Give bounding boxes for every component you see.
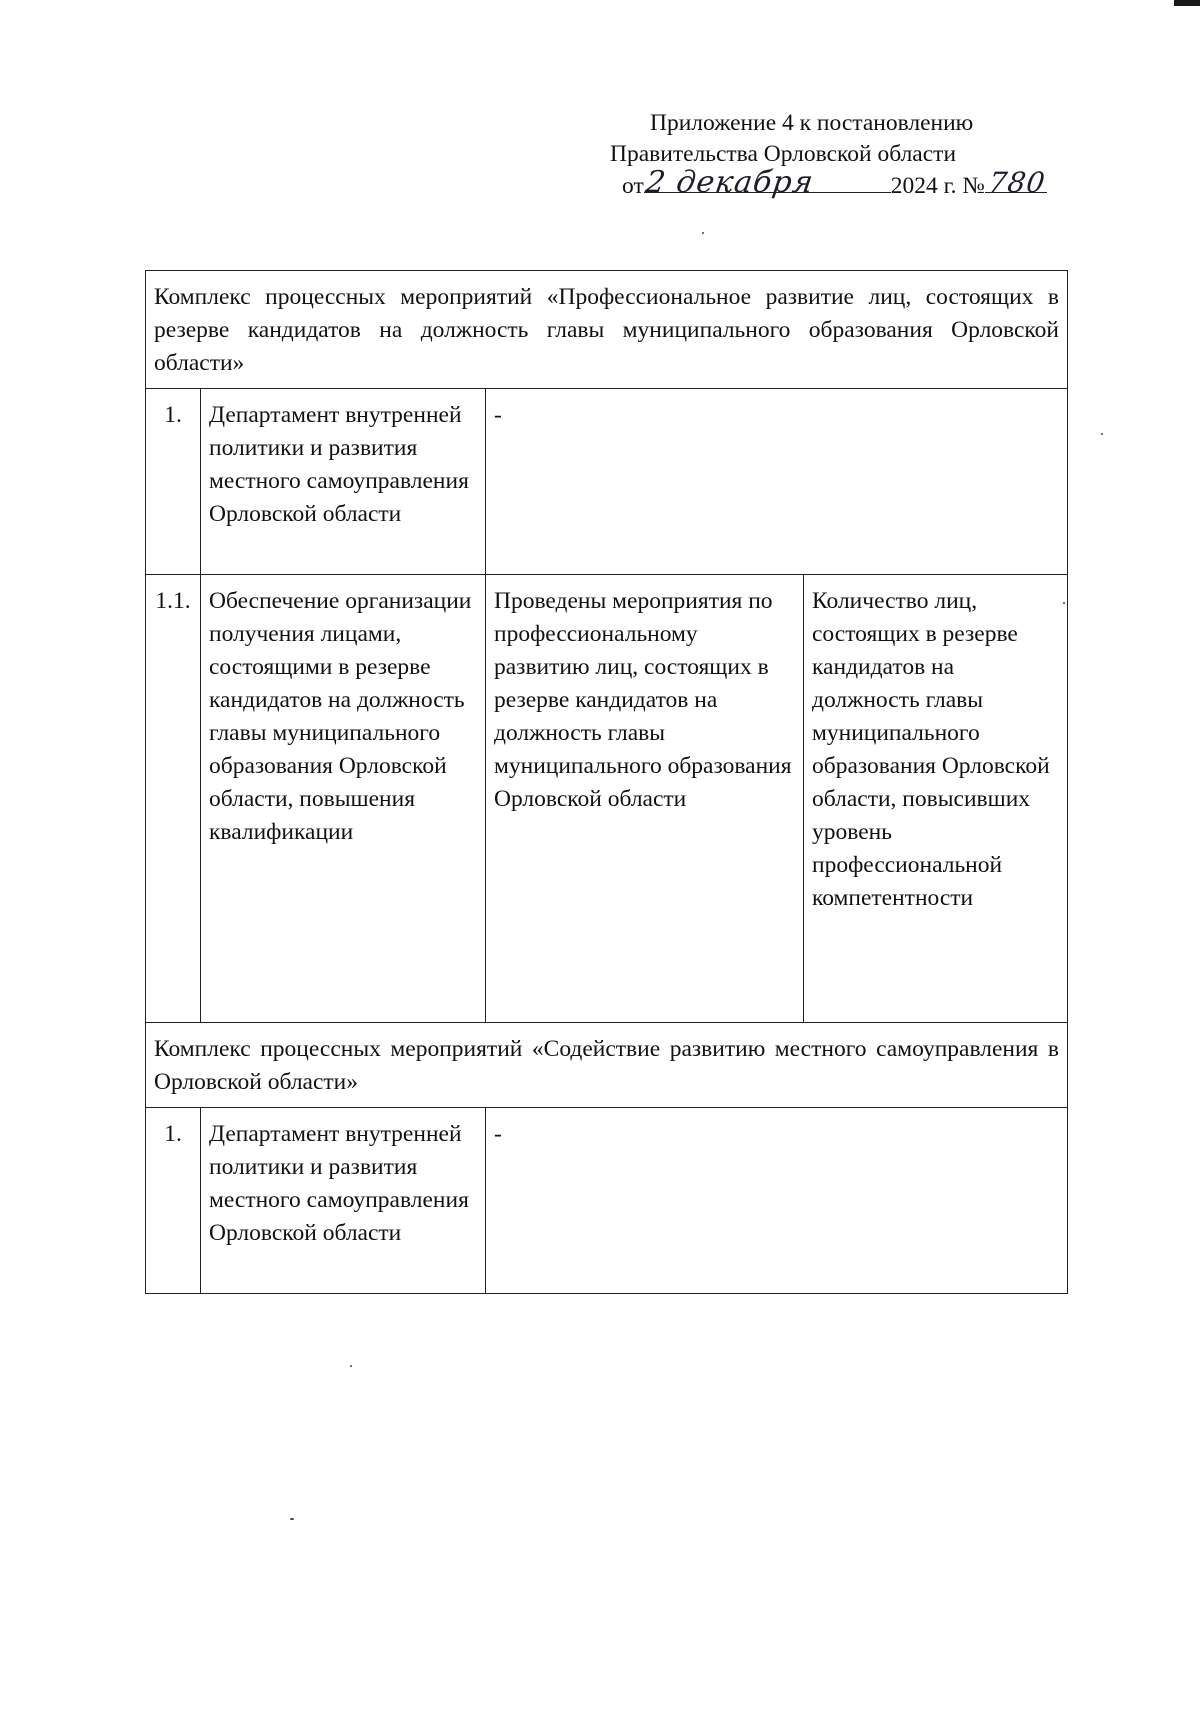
number-blank (985, 166, 1048, 199)
task-cell: Обеспечение организации получения лицами, состоящими в резерве кандидатов на должность главы муниципального образования Орловской области, повышения квалификации (201, 575, 486, 1023)
empty-value-cell: - (486, 389, 1068, 575)
year-label: 2024 г. № (890, 173, 985, 199)
section-header-row (146, 1023, 1068, 1108)
measures-table (145, 270, 1068, 1294)
appendix-title: Приложение 4 к постановлению (650, 110, 974, 136)
row-number: 1.1. (146, 575, 201, 1023)
scan-speck (702, 232, 704, 234)
scan-speck (1063, 602, 1065, 604)
document-header (610, 108, 1120, 202)
table-row (146, 575, 1068, 1023)
handwritten-number: 780 (986, 166, 1048, 199)
section-2-title: Комплекс процессных мероприятий «Содействие развитию местного самоуправления в Орловской области» (146, 1023, 1068, 1108)
appendix-date-line (622, 165, 1120, 202)
scan-edge-mark (1174, 0, 1200, 6)
row-number: 1. (146, 1108, 201, 1294)
scan-speck (350, 1365, 352, 1367)
handwritten-date: 2 декабря (643, 165, 816, 200)
date-blank (643, 165, 891, 200)
section-1-title: Комплекс процессных мероприятий «Профессиональное развитие лиц, состоящих в резерве кандидатов на должность главы муниципального образования Орловской области» (146, 271, 1068, 389)
table-row (146, 1108, 1068, 1294)
table-row (146, 389, 1068, 575)
responsible-department: Департамент внутренней политики и развития местного самоуправления Орловской области (201, 1108, 486, 1294)
row-number: 1. (146, 389, 201, 575)
from-label: от (622, 173, 644, 199)
result-cell: Проведены мероприятия по профессиональному развитию лиц, состоящих в резерве кандидатов на должность главы муниципального образования Орловской области (486, 575, 804, 1023)
appendix-government: Правительства Орловской области (610, 141, 957, 167)
empty-value-cell: - (486, 1108, 1068, 1294)
scan-speck (290, 1518, 294, 1520)
section-header-row (146, 271, 1068, 389)
scan-speck (1101, 433, 1103, 435)
responsible-department: Департамент внутренней политики и развития местного самоуправления Орловской области (201, 389, 486, 575)
indicator-cell: Количество лиц, состоящих в резерве кандидатов на должность главы муниципального образования Орловской области, повысивших уровень профессиональной компетентности (804, 575, 1068, 1023)
